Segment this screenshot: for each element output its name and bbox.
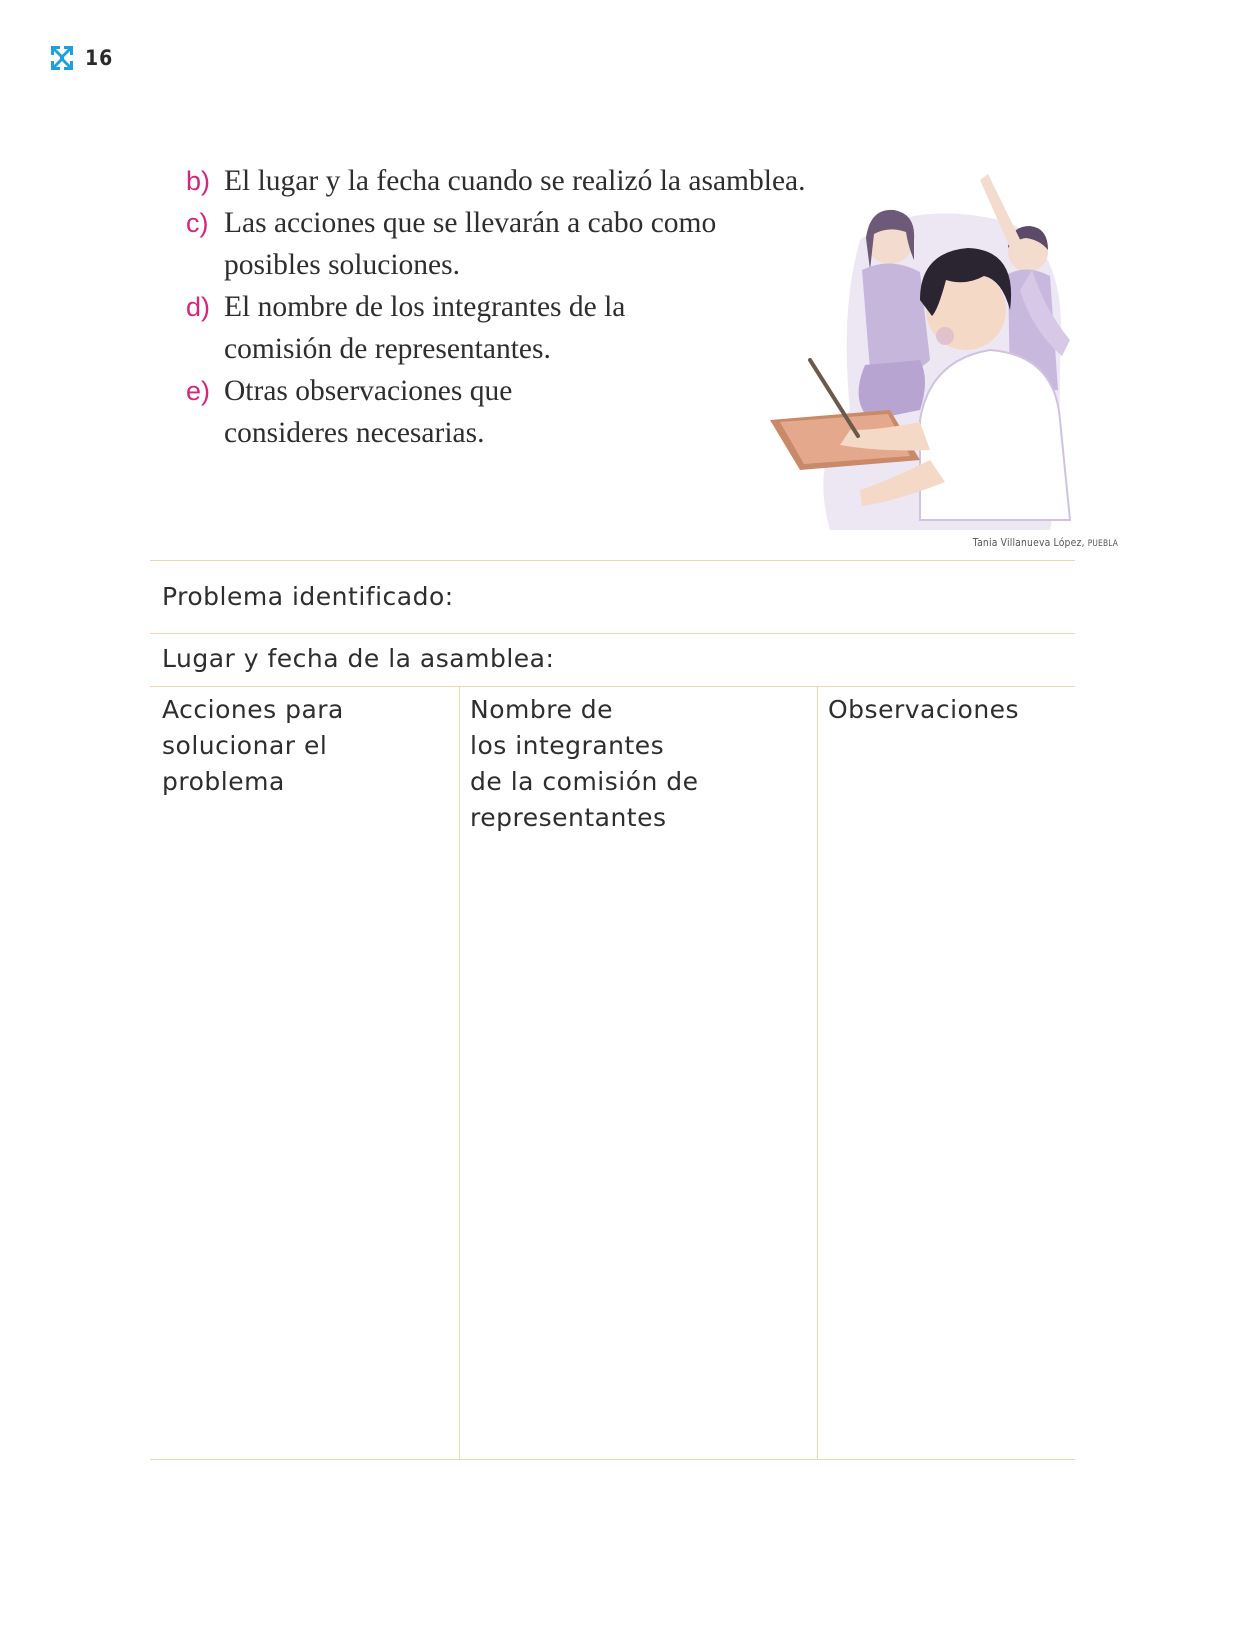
form-rule [150,686,1075,687]
form-rule [150,1459,1075,1460]
item-line: comisión de representantes. [224,333,551,365]
item-letter: c) [186,208,209,238]
place-date-label: Lugar y fecha de la asamblea: [162,644,555,673]
item-line: El nombre de los integrantes de la [224,291,626,323]
item-line: posibles soluciones. [224,249,460,281]
credit-state: PUEBLA [1087,539,1118,549]
item-letter: d) [186,292,211,322]
credit-name: Tania Villanueva López, [972,537,1085,549]
item-line: consideres necesarias. [224,417,485,449]
illustration-credit [973,537,1118,549]
column-divider [459,686,460,1459]
column-divider [817,686,818,1459]
item-text [224,370,512,454]
column-heading-observations: Observaciones [828,695,1020,724]
item-line: El lugar y la fecha cuando se realizó la asamblea. [224,165,806,197]
page-header [48,44,113,72]
instruction-list [186,160,806,454]
item-text [224,286,625,370]
column-heading-members: Nombre de los integrantes de la comisión de representantes [470,695,699,832]
item-text [224,160,806,202]
list-item [186,160,806,202]
item-letter: b) [186,166,211,196]
book-emblem-icon [48,44,76,72]
page-number: 16 [85,46,114,70]
item-line: Las acciones que se llevarán a cabo como [224,207,717,239]
problem-label: Problema identificado: [162,582,454,611]
item-letter: e) [186,376,211,406]
list-item [186,286,806,370]
form-rule [150,633,1075,634]
item-line: Otras observaciones que [224,375,513,407]
students-illustration [770,160,1090,550]
list-item [186,202,806,286]
form-rule [150,560,1075,561]
list-item [186,370,806,454]
column-heading-actions: Acciones para solucionar el problema [162,695,344,796]
item-text [224,202,716,286]
